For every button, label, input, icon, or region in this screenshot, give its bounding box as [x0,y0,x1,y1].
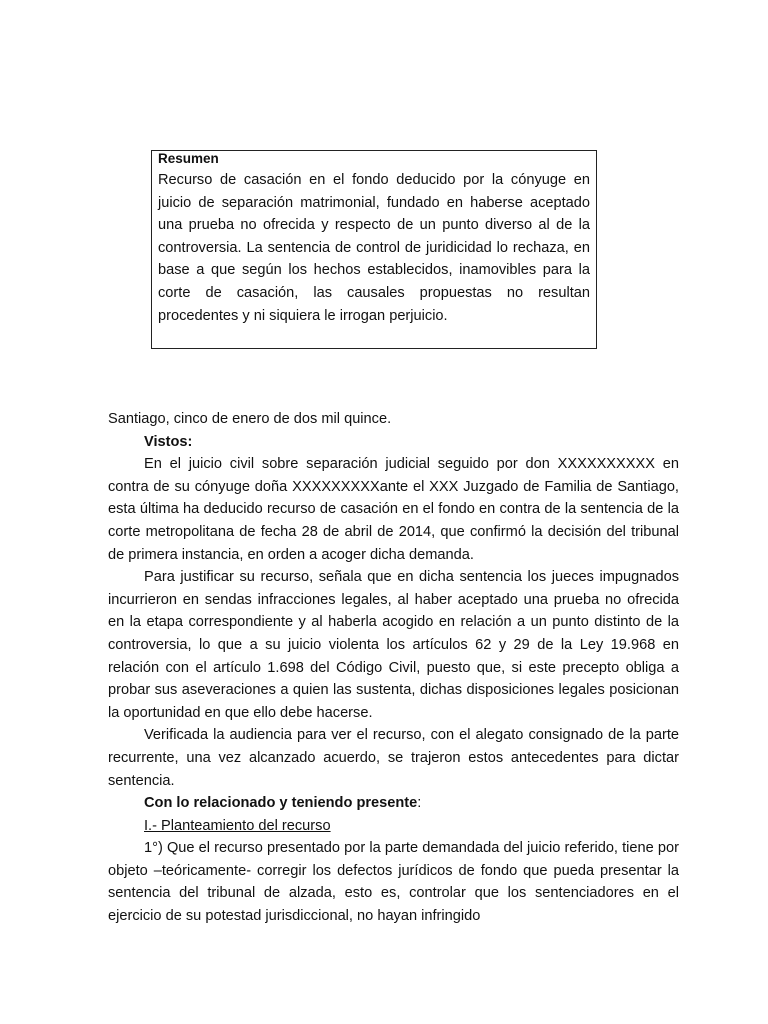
date-line: Santiago, cinco de enero de dos mil quince. [108,411,392,427]
paragraph-3: Verificada la audiencia para ver el recurso, con el alegato consignado de la parte recurrente, una vez alcanzado acuerdo, se trajeron estos antecedentes para dictar sentencia. [108,727,679,789]
vistos-heading: Vistos: [144,433,193,450]
paragraph-1: En el juicio civil sobre separación judicial seguido por don XXXXXXXXXX en contra de su cónyuge doña XXXXXXXXXante el XXX Juzgado de Familia de Santiago, esta última ha deducido recurso de casación en el fondo en contra de la sentencia de la corte metropolitana de fecha 28 de abril de 2014, que confirmó la decisión del tribunal de primera instancia, en orden a acoger dicha demanda. [108,456,679,563]
considering-bold: Con lo relacionado y teniendo presente [144,795,418,812]
section-heading: I.- Planteamiento del recurso [144,817,331,834]
paragraph-2: Para justificar su recurso, señala que en dicha sentencia los jueces impugnados incurrieron en sendas infracciones legales, al haber aceptado una prueba no ofrecida en la etapa correspondiente y al haberla acogido en relación a un punto distinto de la controversia, lo que a su juicio violenta los artículos 62 y 29 de la Ley 19.968 en relación con el artículo 1.698 del Código Civil, puesto que, si este precepto obliga a probar sus aseveraciones a quien las sustenta, dichas disposiciones legales posicionan la oportunidad en que ello debe hacerse. [108,569,679,721]
summary-text: Recurso de casación en el fondo deducido por la cónyuge en juicio de separación matrimonial, fundado en haberse aceptado una prueba no ofrecida y respecto de un punto diverso al de la controversia. La sentencia de control de juridicidad lo rechaza, en base a que según los hechos establecidos, inamovibles para la corte de casación, las causales propuestas no resultan procedentes y ni siquiera le irrogan perjuicio. [158,172,590,324]
summary-box [151,150,597,349]
considering-line [108,792,679,815]
document-body [108,408,679,928]
section-heading-line [108,815,679,838]
paragraph-4: 1°) Que el recurso presentado por la parte demandada del juicio referido, tiene por objeto –teóricamente- corregir los defectos jurídicos de fondo que pueda presentar la sentencia del tribunal de alzada, esto es, controlar que los sentenciadores en el ejercicio de su potestad jurisdiccional, no hayan infringido [108,840,679,925]
considering-colon: : [417,795,422,812]
summary-title: Resumen [158,151,219,166]
